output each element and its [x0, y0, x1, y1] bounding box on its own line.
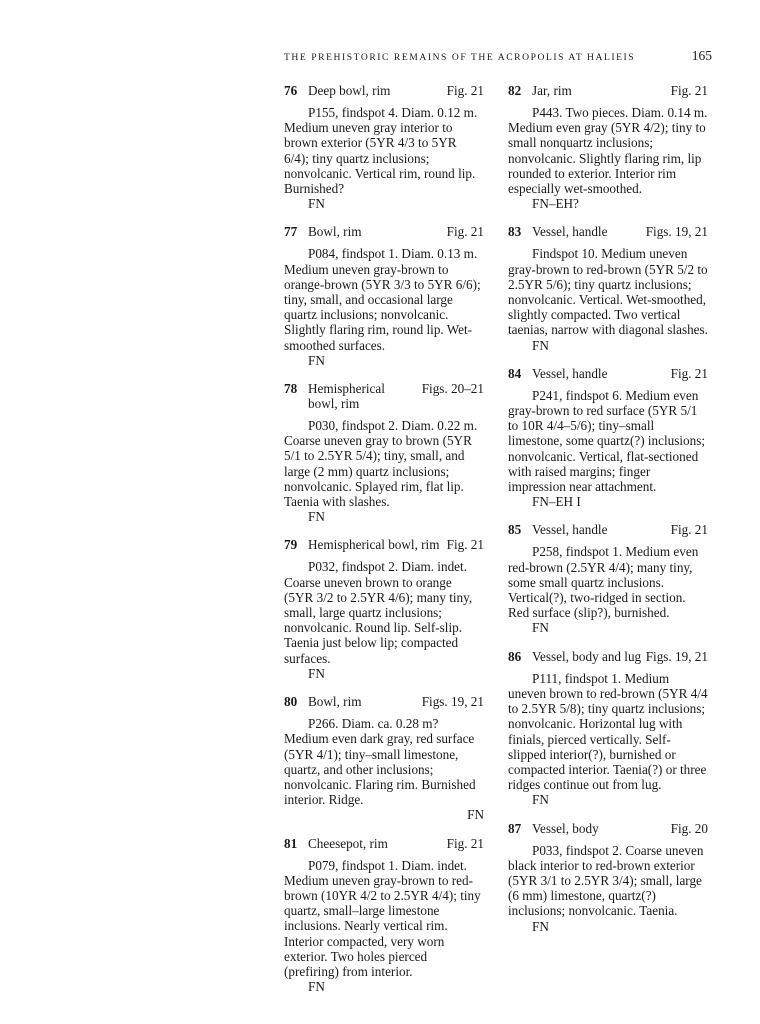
entry-title: Cheesepot, rim [308, 835, 388, 851]
figure-reference: Fig. 21 [446, 224, 484, 240]
entry-context: FN [467, 807, 484, 823]
entry-description: P084, findspot 1. Diam. 0.13 m. Medium uneven gray-brown to orange-brown (5YR 3/3 to 5YR 6/6); tiny, small, and occasional large quartz inclusions; nonvolcanic. Slightly flaring rim, round lip. Wet-smoothed surfaces. [284, 246, 481, 353]
entry-description: P033, findspot 2. Coarse uneven black interior to red-brown exterior (5YR 3/1 to 2.5YR 3/4); small, large (6 mm) limestone, quartz(?) inclusions; nonvolcanic. Taenia. [508, 842, 704, 919]
entry-title: Jar, rim [532, 83, 572, 98]
catalog-entry [508, 649, 708, 808]
entry-heading [508, 522, 708, 537]
entry-context: FN [308, 352, 325, 368]
figure-reference: Figs. 19, 21 [421, 694, 484, 710]
entry-context: FN [308, 665, 325, 681]
entry-context: FN [308, 509, 325, 525]
entry-context: FN [308, 979, 325, 995]
entry-number: 82 [508, 83, 522, 98]
entry-title: Vessel, body and lug [532, 648, 642, 664]
entry-description: P266. Diam. ca. 0.28 m? Medium even dark gray, red surface (5YR 4/1); tiny–small limestone, quartz, and other inclusions; nonvolcanic. Flaring rim. Burnished interior. Ridge. [284, 716, 476, 808]
entry-title: Vessel, handle [532, 365, 608, 381]
catalog-entry [284, 537, 484, 681]
left-column [284, 83, 484, 1007]
figure-reference: Fig. 21 [446, 537, 484, 553]
entry-title: Deep bowl, rim [308, 83, 391, 98]
entry-number: 77 [284, 224, 298, 240]
entry-number: 86 [508, 648, 522, 664]
entry-heading [508, 649, 708, 664]
catalog-entry [508, 821, 708, 934]
entry-context: FN–EH? [532, 196, 579, 212]
running-head-title: THE PREHISTORIC REMAINS OF THE ACROPOLIS AT HALIEIS [284, 52, 636, 63]
figure-reference: Figs. 19, 21 [645, 224, 708, 240]
entry-number: 84 [508, 365, 522, 381]
entry-number: 76 [284, 83, 298, 98]
figure-reference: Figs. 19, 21 [645, 648, 708, 664]
figure-reference: Fig. 21 [670, 365, 708, 381]
entry-title: Hemispherical bowl, rim [308, 537, 440, 553]
entry-number: 87 [508, 820, 522, 836]
entry-description: Findspot 10. Medium uneven gray-brown to red-brown (5YR 5/2 to 2.5YR 5/6); tiny quartz inclusions; nonvolcanic. Vertical. Wet-smoothed, slightly compacted. Two vertical taenias, narrow with diagonal slashes. [508, 246, 708, 338]
catalog-entry [284, 224, 484, 368]
catalog-entry [508, 522, 708, 635]
entry-number: 79 [284, 537, 298, 553]
catalog-entry [508, 366, 708, 510]
entry-number: 81 [284, 835, 298, 851]
entry-context: FN [532, 918, 549, 934]
entry-description: P079, findspot 1. Diam. indet. Medium uneven gray-brown to red-brown (10YR 4/2 to 2.5YR 4/4); tiny quartz, small–large limestone inclusions. Nearly vertical rim. Interior compacted, very worn exterior. Two holes pierced (prefiring) from interior. [284, 857, 481, 979]
entry-title: Hemispherical bowl, rim [308, 381, 385, 412]
entry-title: Bowl, rim [308, 694, 362, 710]
entry-number: 83 [508, 224, 522, 240]
entry-heading [284, 836, 484, 851]
entry-heading [508, 224, 708, 239]
catalog-entry [284, 83, 484, 211]
entry-heading [284, 537, 484, 552]
catalog-entry [508, 224, 708, 352]
figure-reference: Fig. 21 [670, 522, 708, 538]
entry-heading [508, 821, 708, 836]
entry-context: FN–EH I [532, 494, 581, 510]
figure-reference: Fig. 21 [446, 835, 484, 851]
entry-context: FN [532, 337, 549, 353]
entry-heading [508, 366, 708, 381]
entry-context: FN [532, 620, 549, 636]
entry-number: 80 [284, 694, 298, 710]
figure-reference: Fig. 20 [670, 820, 708, 836]
running-head [284, 48, 712, 64]
catalog-entry [284, 694, 484, 822]
entry-title: Vessel, handle [532, 522, 608, 538]
entry-title: Vessel, body [532, 820, 599, 836]
entry-description: P258, findspot 1. Medium even red-brown (2.5YR 4/4); many tiny, some small quartz inclusions. Vertical(?), two-ridged in section. Red surface (slip?), burnished. [508, 544, 699, 621]
entry-description: P241, findspot 6. Medium even gray-brown to red surface (5YR 5/1 to 10R 4/4–5/6); tiny–small limestone, some quartz(?) inclusions; nonvolcanic. Vertical, flat-sectioned with raised margins; finger impression near attachment. [508, 387, 706, 495]
entry-title: Bowl, rim [308, 224, 362, 240]
entry-description: P032, findspot 2. Diam. indet. Coarse uneven brown to orange (5YR 3/2 to 2.5YR 4/6); many tiny, small, large quartz inclusions; nonvolcanic. Round lip. Self-slip. Taenia just below lip; compacted surfaces. [284, 559, 473, 666]
page-number: 165 [691, 48, 712, 63]
catalog-entry [508, 83, 708, 211]
figure-reference: Fig. 21 [670, 83, 708, 98]
figure-reference: Figs. 20–21 [421, 381, 484, 397]
entry-description: P111, findspot 1. Medium uneven brown to red-brown (5YR 4/4 to 2.5YR 5/8); tiny quartz inclusions; nonvolcanic. Horizontal lug with finials, pierced vertically. Self-slipped interior(?), burnished or compacted interior. Taenia(?) or three ridges continue out from lug. [508, 670, 708, 793]
entry-description: P443. Two pieces. Diam. 0.14 m. Medium even gray (5YR 4/2); tiny to small nonquartz inclusions; nonvolcanic. Slightly flaring rim, lip rounded to exterior. Interior rim especially wet-smoothed. [508, 105, 708, 197]
entry-context: FN [532, 792, 549, 808]
entry-description: P155, findspot 4. Diam. 0.12 m. Medium uneven gray interior to brown exterior (5YR 4/3 to 5YR 6/4); tiny quartz inclusions; nonvolcanic. Vertical rim, round lip. Burnished? [284, 105, 478, 197]
right-column [508, 83, 708, 947]
entry-context: FN [308, 196, 325, 212]
entry-heading [284, 694, 484, 709]
entry-number: 85 [508, 522, 522, 538]
figure-reference: Fig. 21 [446, 83, 484, 98]
entry-number: 78 [284, 381, 298, 397]
entry-heading [508, 83, 708, 98]
entry-heading [284, 381, 484, 411]
entry-description: P030, findspot 2. Diam. 0.22 m. Coarse uneven gray to brown (5YR 5/1 to 2.5YR 5/4); tiny, small, and large (2 mm) quartz inclusions; nonvolcanic. Splayed rim, flat lip. Taenia with slashes. [284, 418, 478, 510]
catalog-entry [284, 381, 484, 524]
entry-title: Vessel, handle [532, 224, 608, 240]
entry-heading [284, 224, 484, 239]
entry-heading [284, 83, 484, 98]
catalog-entry [284, 836, 484, 995]
